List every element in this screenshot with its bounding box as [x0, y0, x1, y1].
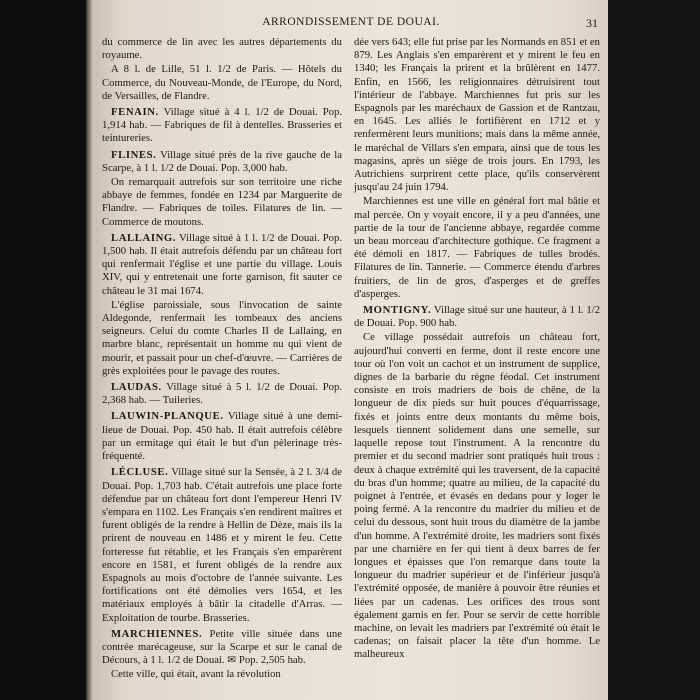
- entry: MARCHIENNES. Petite ville située dans une contrée marécageuse, sur la Scarpe et sur le canal de Décours, à 1 l. 1/2 de Douai. ✉ Pop. 2,505 hab.: [102, 627, 342, 667]
- paragraph: Marchiennes est une ville en général fort mal bâtie et mal percée. On y voyait encore, il y a peu d'années, une partie de la tour de l'ancienne abbaye, regardée comme un beau morceau d'architecture gothique. Ce fragment a été démoli en 1817. — Fabriques de tulles brodés. Filatures de lin. Tannerie. — Commerce étendu d'arbres fruitiers, de lin de gros, d'asperges et de greffes d'asperges.: [354, 195, 600, 300]
- book-page: [92, 0, 610, 700]
- entry-title: LALLAING.: [111, 231, 177, 244]
- page-number: 31: [586, 16, 598, 30]
- entry-title: FENAIN.: [111, 106, 159, 119]
- entry: LAUWIN-PLANQUE. Village situé à une demi-lieue de Douai. Pop. 450 hab. Il était autrefois célèbre par un ermitage qui était le but d'un pèlerinage très-fréquenté.: [102, 410, 342, 463]
- page-header: [92, 16, 610, 32]
- entry: FLINES. Village situé près de la rive gauche de la Scarpe, à 1 l. 1/2 de Douai. Pop. 3,000 hab.: [102, 148, 342, 174]
- right-column: [354, 36, 600, 662]
- paragraph: A 8 l. de Lille, 51 l. 1/2 de Paris. — Hôtels du Commerce, du Nouveau-Monde, de l'Europe, du Nord, de Versailles, de Flandre.: [102, 63, 342, 102]
- entry-title: LÉCLUSE.: [111, 466, 169, 479]
- paragraph: On remarquait autrefois sur son territoire une riche abbaye de femmes, fondée en 1234 par Marguerite de Flandre. — Fabriques de toiles. Filatures de lin. — Commerce de moutons.: [102, 176, 342, 228]
- entry-title: LAUDAS.: [111, 381, 162, 394]
- entry-title: MONTIGNY.: [363, 304, 432, 317]
- entry: LAUDAS. Village situé à 5 l. 1/2 de Douai. Pop. 2,368 hab. — Tuileries.: [102, 381, 342, 407]
- left-column: [102, 36, 342, 682]
- background-left: [0, 0, 88, 700]
- entry: FENAIN. Village situé à 4 l. 1/2 de Douai. Pop. 1,914 hab. — Fabriques de fil à dentelles. Brasseries et teintureries.: [102, 106, 342, 145]
- paragraph: Ce village possédait autrefois un château fort, aujourd'hui converti en ferme, dont il reste encore une tour où l'on voit un cachot et un instrument de supplice, dignes de la barbarie du règne féodal. Cet instrument consiste en trois madriers de bois de chêne, de la longueur de dix pieds sur huit pouces d'équarrissage, fixés et joints entre deux montants du même bois, lesquels tiennent solidement dans une semelle, sur laquelle repose tout l'instrument. A la rencontre du premier et du second madrier sont pratiqués huit trous : deux à chaque extrémité qui les traversent, de la capacité du bras d'un homme; quatre au milieu, de la capacité du poignet à l'entrée, et évasés en dedans pour y loger le poing fermé. A la rencontre du madrier du milieu et de celui du dessous, sont huit trous du diamètre de la jambe d'un homme. A l'extrémité droite, les madriers sont fixés par une charnière en fer qui tient à deux barres de fer longues et épaisses que l'on remarque dans toute la longueur du madrier supérieur et de l'inférieur jusqu'à l'extrémité opposée, de manière à pouvoir être réunies et liées par un cadenas. Les orifices des trous sont également garnis en fer. Pour se servir de cette horrible machine, on levait les madriers par l'extrémité où était le cadenas; on faisait placer la tête d'un homme. Le malheureux: [354, 331, 600, 661]
- paragraph: du commerce de lin avec les autres départements du royaume.: [102, 36, 342, 62]
- running-head: ARRONDISSEMENT DE DOUAI.: [262, 16, 440, 28]
- entry: MONTIGNY. Village situé sur une hauteur, à 1 l. 1/2 de Douai. Pop. 900 hab.: [354, 304, 600, 330]
- entry-title: FLINES.: [111, 148, 157, 161]
- entry: LÉCLUSE. Village situé sur la Sensée, à 2 l. 3/4 de Douai. Pop. 1,703 hab. C'était autrefois une place forte défendue par un château fort dont l'empereur Henri IV s'empara en 1102. Les Français s'en rendirent maîtres et furent obligés de la rendre à Hellin de Dèze, mais ils la prirent de nouveau en 1486 et y mirent le feu. Cette forteresse fut rétablie, et les Français s'en emparèrent encore en 1581, et furent obligés de la rendre aux Espagnols au mois d'octobre de l'année suivante. Les fortifications ont été démolies vers 1654, et les matériaux employés à bâtir la citadelle d'Arras. — Exploitation de tourbe. Brasseries.: [102, 466, 342, 624]
- entry-title: MARCHIENNES.: [111, 627, 203, 640]
- entry-title: LAUWIN-PLANQUE.: [111, 410, 224, 423]
- paragraph: dée vers 643; elle fut prise par les Normands en 851 et en 879. Les Anglais s'en emparèrent et y mirent le feu en 1340; les Français la prirent et la brûlèrent en 1477. Enfin, en 1566, les religionnaires détruisirent tout l'intérieur de l'abbaye. Marchiennes fut pris sur les Espagnols par les maréchaux de Gassion et de Rantzau, en 1645. Les alliés le fortifièrent en 1712 et y renfermèrent leurs munitions; mais dans la même année, le maréchal de Villars s'en empara, ainsi que de tous les magasins, après un siège de trois jours. En 1793, les Autrichiens surprirent cette place, qu'ils conservèrent jusqu'au 24 juin 1794.: [354, 36, 600, 194]
- paragraph: Cette ville, qui était, avant la révolution: [111, 668, 281, 681]
- entry: LALLAING. Village situé à 1 l. 1/2 de Douai. Pop. 1,500 hab. Il était autrefois défendu par un château fort qui renfermait l'église et une partie du village. Louis XIV, qui y entretenait une forte garnison, fit sauter ce château le 31 mai 1674.: [102, 231, 342, 297]
- paragraph: L'église paroissiale, sous l'invocation de sainte Aldegonde, renfermait les tombeaux des anciens seigneurs. Celui du comte Charles II de Lallaing, en marbre blanc, représentait un homme nu qui vient de mourir, et passait pour un chef-d'œuvre. — Carrières de grès exploitées pour le pavage des routes.: [102, 298, 342, 377]
- background-right: [608, 0, 700, 700]
